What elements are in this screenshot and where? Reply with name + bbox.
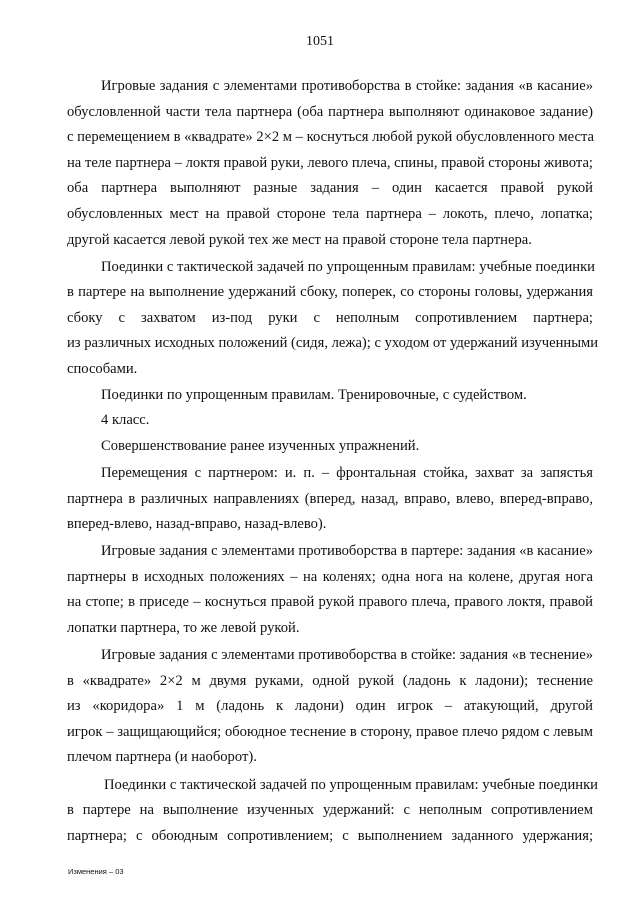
- paragraph: [67, 255, 599, 383]
- text-line: лопатки партнера, то же левой рукой.: [67, 619, 300, 636]
- text-line: Поединки по упрощенным правилам. Тренировочные, с судейством.: [101, 386, 527, 403]
- text-line: игрок – защищающийся; обоюдное теснение в сторону, правое плечо рядом с левым: [67, 723, 593, 740]
- paragraph: [67, 539, 593, 641]
- text-line: из «коридора» 1 м (ладонь к ладони) один игрок – атакующий, другой: [67, 698, 593, 715]
- text-line: 4 класс.: [101, 412, 150, 429]
- text-line: в «квадрате» 2×2 м двумя руками, одной рукой (ладонь к ладони); теснение: [67, 672, 593, 689]
- text-line: другой касается левой рукой тех же мест на правой стороне тела партнера.: [67, 231, 532, 248]
- text-line: партнеры в исходных положениях – на коленях; одна нога на колене, другая нога: [67, 568, 593, 585]
- text-line: в партере на выполнение изученных удержаний: с неполным сопротивлением: [67, 802, 593, 819]
- text-line: Поединки с тактической задачей по упрощенным правилам: учебные поединки: [104, 776, 598, 793]
- footer-revision-note: Изменения – 03: [68, 867, 124, 876]
- text-line: из различных исходных положений (сидя, лежа); с уходом от удержаний изученными: [67, 335, 599, 352]
- text-line: на теле партнера – локтя правой руки, левого плеча, спины, правой стороны живота;: [67, 154, 593, 171]
- text-line: партнера; с обоюдным сопротивлением; с выполнением заданного удержания;: [67, 827, 593, 844]
- text-line: партнера в различных направлениях (вперед, назад, вправо, влево, вперед-вправо,: [67, 490, 593, 507]
- text-line: оба партнера выполняют разные задания – один касается правой рукой: [67, 180, 593, 197]
- paragraph: [67, 643, 593, 771]
- page-number: 1051: [306, 34, 334, 49]
- text-line: на стопе; в приседе – коснуться правой рукой правого плеча, правого локтя, правой: [67, 594, 593, 611]
- body-text: [67, 74, 599, 849]
- text-line: Поединки с тактической задачей по упрощенным правилам: учебные поединки: [101, 258, 595, 275]
- text-line: обусловленной части тела партнера (оба партнера выполняют одинаковое задание): [67, 103, 593, 120]
- text-line: Совершенствование ранее изученных упражнений.: [101, 437, 420, 454]
- paragraph: [67, 773, 598, 850]
- paragraph: [67, 434, 593, 460]
- text-line: Игровые задания с элементами противоборства в стойке: задания «в теснение»: [101, 647, 593, 664]
- text-line: обусловленных мест на правой стороне тела партнера – локоть, плечо, лопатка;: [67, 205, 593, 222]
- paragraph: [67, 383, 593, 409]
- text-line: в партере на выполнение удержаний сбоку, поперек, со стороны головы, удержания: [67, 284, 593, 301]
- text-line: Перемещения с партнером: и. п. – фронтальная стойка, захват за запястья: [101, 464, 593, 481]
- paragraph: [67, 74, 593, 253]
- text-line: Игровые задания с элементами противоборства в партере: задания «в касание»: [101, 543, 593, 560]
- text-line: сбоку с захватом из-под руки с неполным сопротивлением партнера;: [67, 309, 593, 326]
- text-line: плечом партнера (и наоборот).: [67, 749, 257, 766]
- text-line: Игровые задания с элементами противоборства в стойке: задания «в касание»: [101, 78, 593, 94]
- paragraph: [67, 408, 593, 434]
- text-line: с перемещением в «квадрате» 2×2 м – коснуться любой рукой обусловленного места: [67, 129, 595, 146]
- text-line: вперед-влево, назад-вправо, назад-влево).: [67, 516, 327, 533]
- text-line: способами.: [67, 361, 138, 378]
- paragraph: [67, 461, 593, 538]
